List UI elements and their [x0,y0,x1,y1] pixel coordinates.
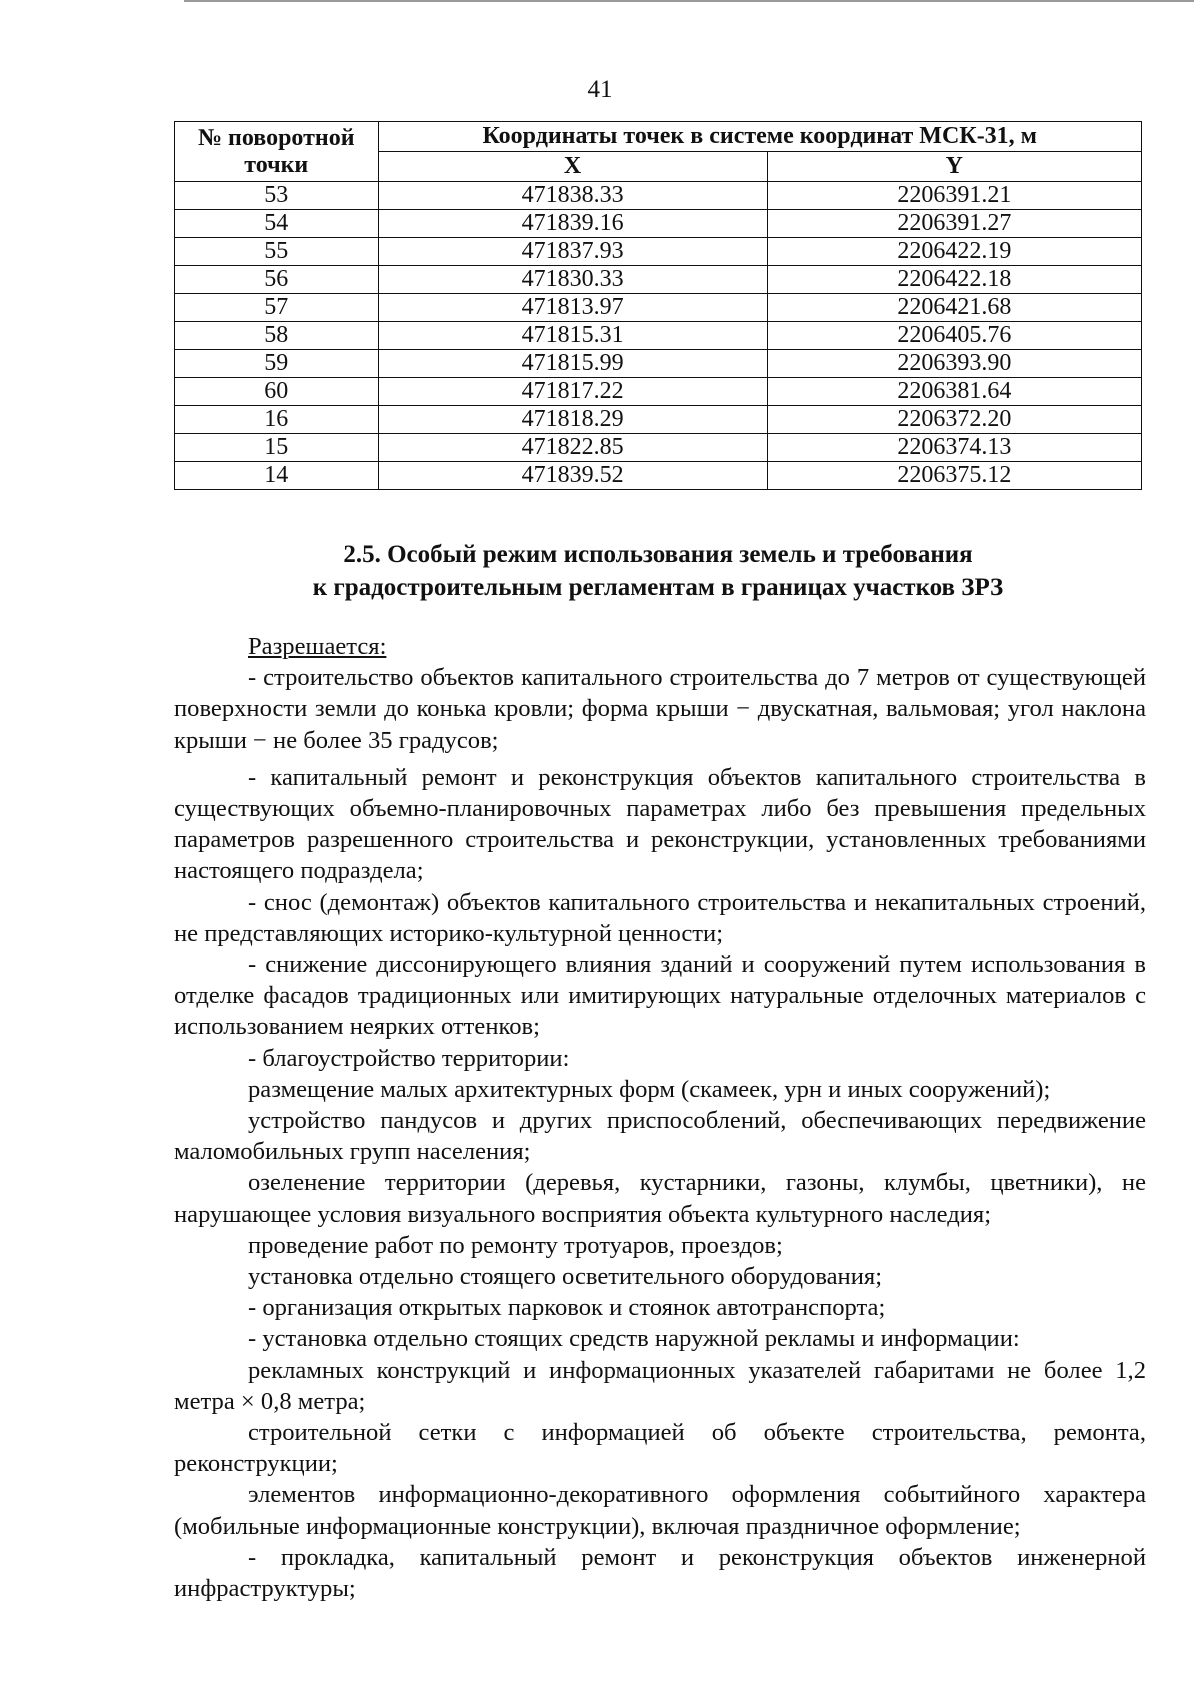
table-row [175,266,1142,294]
x-coordinate-cell: 471813.97 [378,294,767,322]
point-number-cell: 16 [175,406,379,434]
x-coordinate-cell: 471818.29 [378,406,767,434]
table-row [175,322,1142,350]
top-border-line [184,0,1194,2]
paragraph: - установка отдельно стоящих средств наружной рекламы и информации: [248,1325,1020,1353]
allowed-label [174,631,1146,662]
page-number: 41 [587,76,613,103]
x-coordinate-cell: 471839.16 [378,210,767,238]
y-coordinate-cell: 2206375.12 [767,462,1141,490]
y-coordinate-cell: 2206374.13 [767,434,1141,462]
paragraph: - организация открытых парковок и стоянок автотранспорта; [248,1294,886,1322]
y-coordinate-cell: 2206391.21 [767,182,1141,210]
header-y: Y [767,152,1141,182]
header-x: X [378,152,767,182]
allowed-label-text: Разрешается: [248,633,387,660]
point-number-cell: 53 [175,182,379,210]
point-number-cell: 54 [175,210,379,238]
y-coordinate-cell: 2206422.19 [767,238,1141,266]
table-row [175,238,1142,266]
y-coordinate-cell: 2206372.20 [767,406,1141,434]
y-coordinate-cell: 2206422.18 [767,266,1141,294]
paragraph: устройство пандусов и других приспособлений, обеспечивающих передвижение маломобильных групп населения; [174,1107,1146,1166]
paragraph: - капитальный ремонт и реконструкция объектов капитального строительства в существующих объемно-планировочных параметрах либо без превышения предельных параметров разрешенного строительства и реконструкции, установленных требованиями настоящего подраздела; [174,763,1146,885]
x-coordinate-cell: 471830.33 [378,266,767,294]
paragraph: - благоустройство территории: [248,1044,570,1072]
table-row [175,434,1142,462]
paragraph: размещение малых архитектурных форм (скамеек, урн и иных сооружений); [248,1075,1051,1103]
point-number-cell: 59 [175,350,379,378]
section-title [174,538,1142,604]
paragraph: озеленение территории (деревья, кустарники, газоны, клумбы, цветники), не нарушающее условия визуального восприятия объекта культурного наследия; [174,1169,1146,1228]
x-coordinate-cell: 471817.22 [378,378,767,406]
paragraph: - снос (демонтаж) объектов капитального строительства и некапитальных строений, не представляющих историко-культурной ценности; [174,888,1146,947]
paragraph: установка отдельно стоящего осветительного оборудования; [248,1263,883,1291]
coordinates-table [174,121,1142,490]
y-coordinate-cell: 2206421.68 [767,294,1141,322]
table-row [175,210,1142,238]
body-text [174,631,1146,1604]
table-row [175,350,1142,378]
point-number-cell: 55 [175,238,379,266]
paragraph: - строительство объектов капитального строительства до 7 метров от существующей поверхности земли до конька кровли; форма крыши − двускатная, вальмовая; угол наклона крыши − не более 35 градусов; [174,664,1146,754]
paragraph: рекламных конструкций и информационных указателей габаритами не более 1,2 метра × 0,8 метра; [174,1356,1146,1415]
table-row [175,378,1142,406]
section-title-line2: к градостроительным регламентам в границах участков ЗРЗ [312,574,1004,601]
table-row [175,406,1142,434]
x-coordinate-cell: 471839.52 [378,462,767,490]
x-coordinate-cell: 471815.31 [378,322,767,350]
x-coordinate-cell: 471838.33 [378,182,767,210]
x-coordinate-cell: 471837.93 [378,238,767,266]
table-row [175,294,1142,322]
section-title-line1: 2.5. Особый режим использования земель и требования [343,541,973,568]
point-number-cell: 57 [175,294,379,322]
paragraph: элементов информационно-декоративного оформления событийного характера (мобильные информационные конструкции), включая праздничное оформление; [174,1481,1146,1540]
table-row [175,182,1142,210]
point-number-cell: 60 [175,378,379,406]
paragraph: - прокладка, капитальный ремонт и реконструкция объектов инженерной инфраструктуры; [174,1543,1146,1603]
paragraph: проведение работ по ремонту тротуаров, проездов; [248,1231,783,1259]
header-coordinates: Координаты точек в системе координат МСК-31, м [378,122,1142,152]
point-number-cell: 58 [175,322,379,350]
header-point-number-line1: № поворотной [197,124,355,151]
x-coordinate-cell: 471822.85 [378,434,767,462]
paragraph: строительной сетки с информацией об объекте строительства, ремонта, реконструкции; [174,1419,1146,1478]
y-coordinate-cell: 2206381.64 [767,378,1141,406]
header-point-number-line2: точки [244,151,309,178]
point-number-cell: 56 [175,266,379,294]
table-row [175,462,1142,490]
header-point-number [175,122,379,182]
x-coordinate-cell: 471815.99 [378,350,767,378]
paragraph: - снижение диссонирующего влияния зданий и сооружений путем использования в отделке фасадов традиционных или имитирующих натуральные отделочных материалов с использованием неярких оттенков; [174,951,1146,1041]
y-coordinate-cell: 2206405.76 [767,322,1141,350]
y-coordinate-cell: 2206393.90 [767,350,1141,378]
point-number-cell: 14 [175,462,379,490]
y-coordinate-cell: 2206391.27 [767,210,1141,238]
point-number-cell: 15 [175,434,379,462]
